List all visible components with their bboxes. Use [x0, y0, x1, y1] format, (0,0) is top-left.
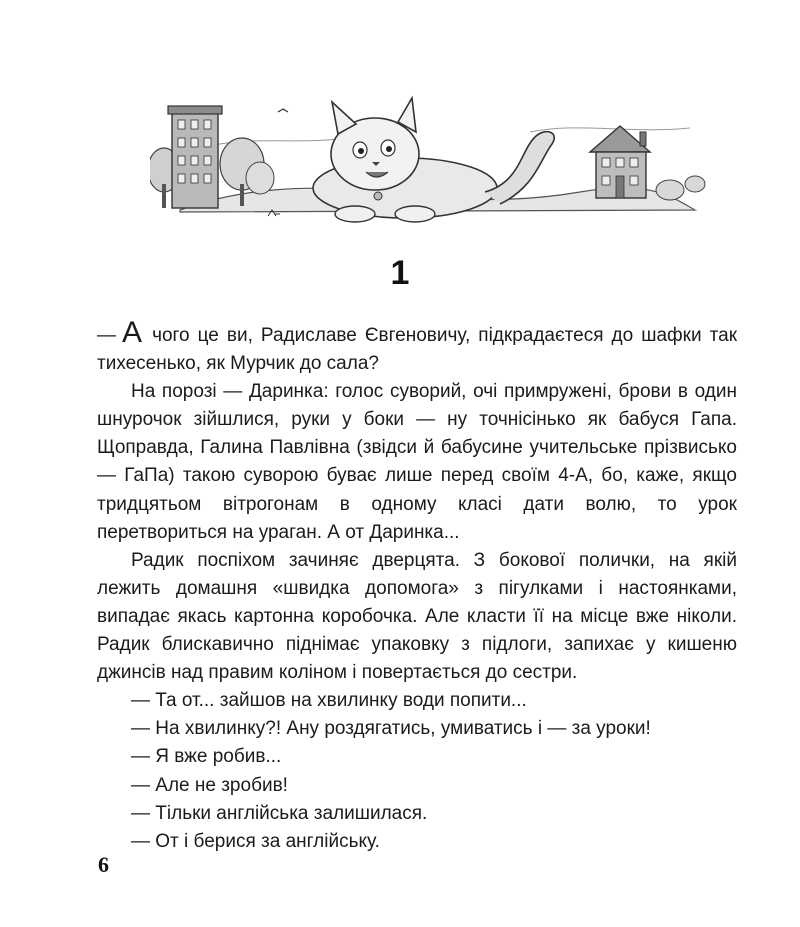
- paragraph-1-text: чого це ви, Радиславе Євгеновичу, підкрадаєтеся до шафки так тихесенько, як Мурчик до сала?: [97, 325, 738, 375]
- dialogue-line-5: — Тільки англійська залишилася.: [131, 802, 428, 824]
- dash: —: [97, 325, 116, 346]
- dialogue-line-1: — Та от... зайшов на хвилинку води попити...: [131, 690, 527, 712]
- drop-cap: А: [122, 316, 143, 349]
- dialogue-line-4: — Але не зробив!: [131, 774, 288, 796]
- paragraph-3: Радик поспіхом зачиняє дверцята. З бокової полички, на якій лежить домашня «швидка допомога» з пігулками і настоянками, випадає якась картонна коробочка. Але класти її на місце вже ніколи. Радик блискавично піднімає упаковку з підлоги, запихає у кишеню джинсів над правим коліном і повертається до сестри.: [97, 549, 737, 684]
- body-text: [97, 316, 738, 856]
- dialogue-line-6: — От і берися за англійську.: [131, 830, 380, 852]
- dialogue-line-3: — Я вже робив...: [131, 746, 282, 768]
- dialogue-line-2: — На хвилинку?! Ану роздягатись, умиватись і — за уроки!: [131, 718, 651, 740]
- cat-town-illustration: [150, 92, 710, 242]
- paragraph-1: [97, 316, 738, 378]
- chapter-number: 1: [390, 254, 410, 292]
- page-number: 6: [98, 852, 109, 877]
- paragraph-2: На порозі — Даринка: голос суворий, очі примружені, брови в один шнурочок зійшлися, руки у боки — ну точнісінько як бабуся Гапа. Щоправда, Галина Павлівна (звідси й бабусине учительське прізвисько — ГаПа) такою суворою буває лише перед своїм 4-А, бо, каже, якщо тридцятьом вітрогонам в одному класі дати волю, то урок перетвориться на ураган. А от Даринка...: [97, 381, 737, 543]
